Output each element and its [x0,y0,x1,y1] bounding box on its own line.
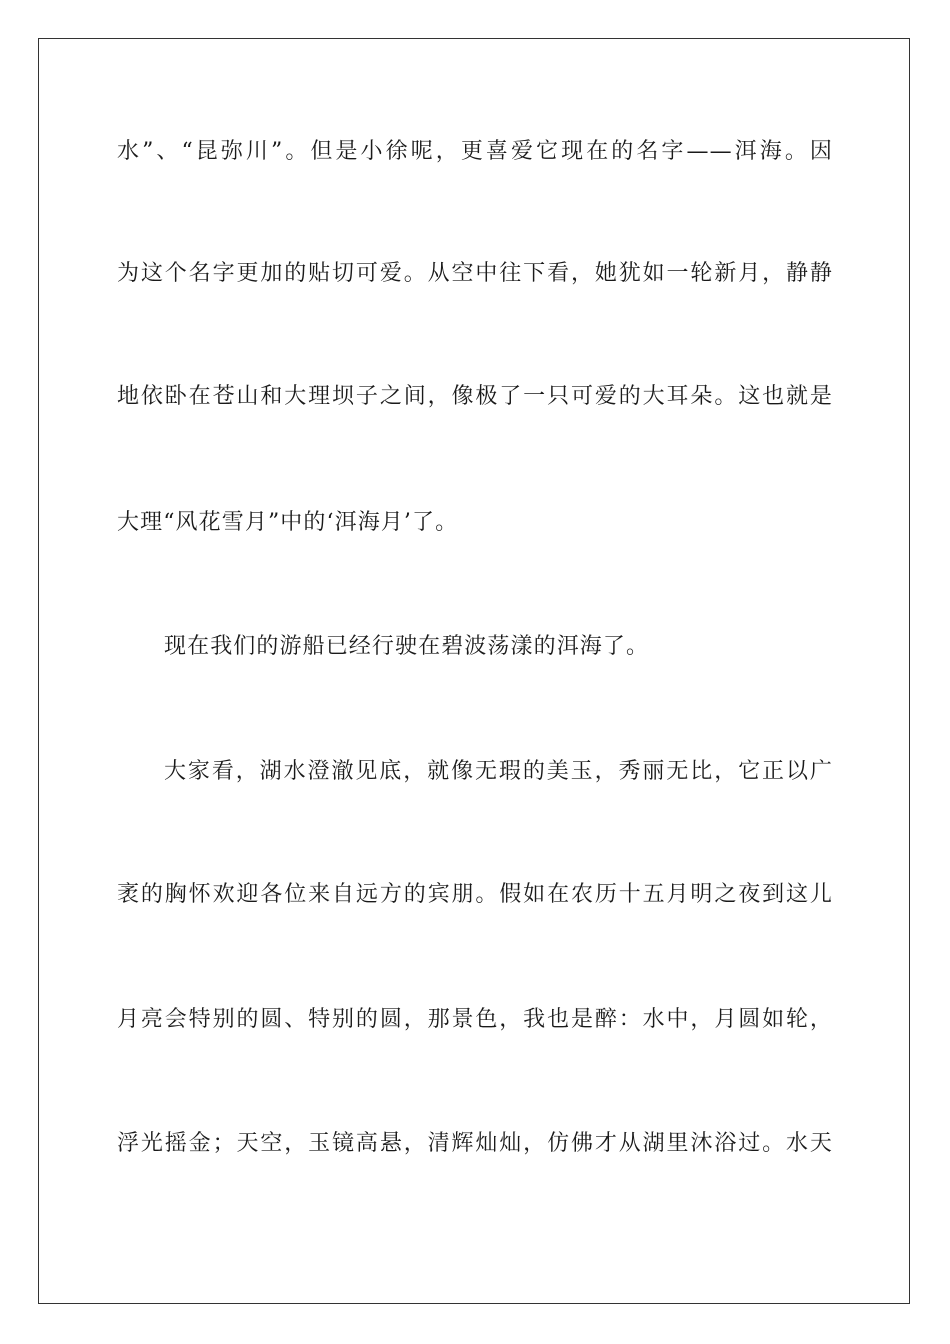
paragraph-first-line: 现在我们的游船已经行驶在碧波荡漾的洱海了。 [164,634,650,659]
page-border [38,38,910,1304]
text-line: 地依卧在苍山和大理坝子之间，像极了一只可爱的大耳朵。这也就是 [117,384,833,409]
text-line: 为这个名字更加的贴切可爱。从空中往下看，她犹如一轮新月，静静 [117,261,833,286]
text-line: 水”、“昆弥川”。但是小徐呢，更喜爱它现在的名字——洱海。因 [117,139,833,164]
text-line: 袤的胸怀欢迎各位来自远方的宾朋。假如在农历十五月明之夜到这儿 [117,882,833,907]
text-line: 月亮会特别的圆、特别的圆，那景色，我也是醉：水中，月圆如轮， [117,1007,833,1032]
text-line: 大理“风花雪月”中的‘洱海月’了。 [117,510,459,535]
text-line: 浮光摇金；天空，玉镜高悬，清辉灿灿，仿佛才从湖里沐浴过。水天 [117,1131,833,1156]
paragraph-first-line: 大家看，湖水澄澈见底，就像无瑕的美玉，秀丽无比，它正以广 [164,759,833,784]
